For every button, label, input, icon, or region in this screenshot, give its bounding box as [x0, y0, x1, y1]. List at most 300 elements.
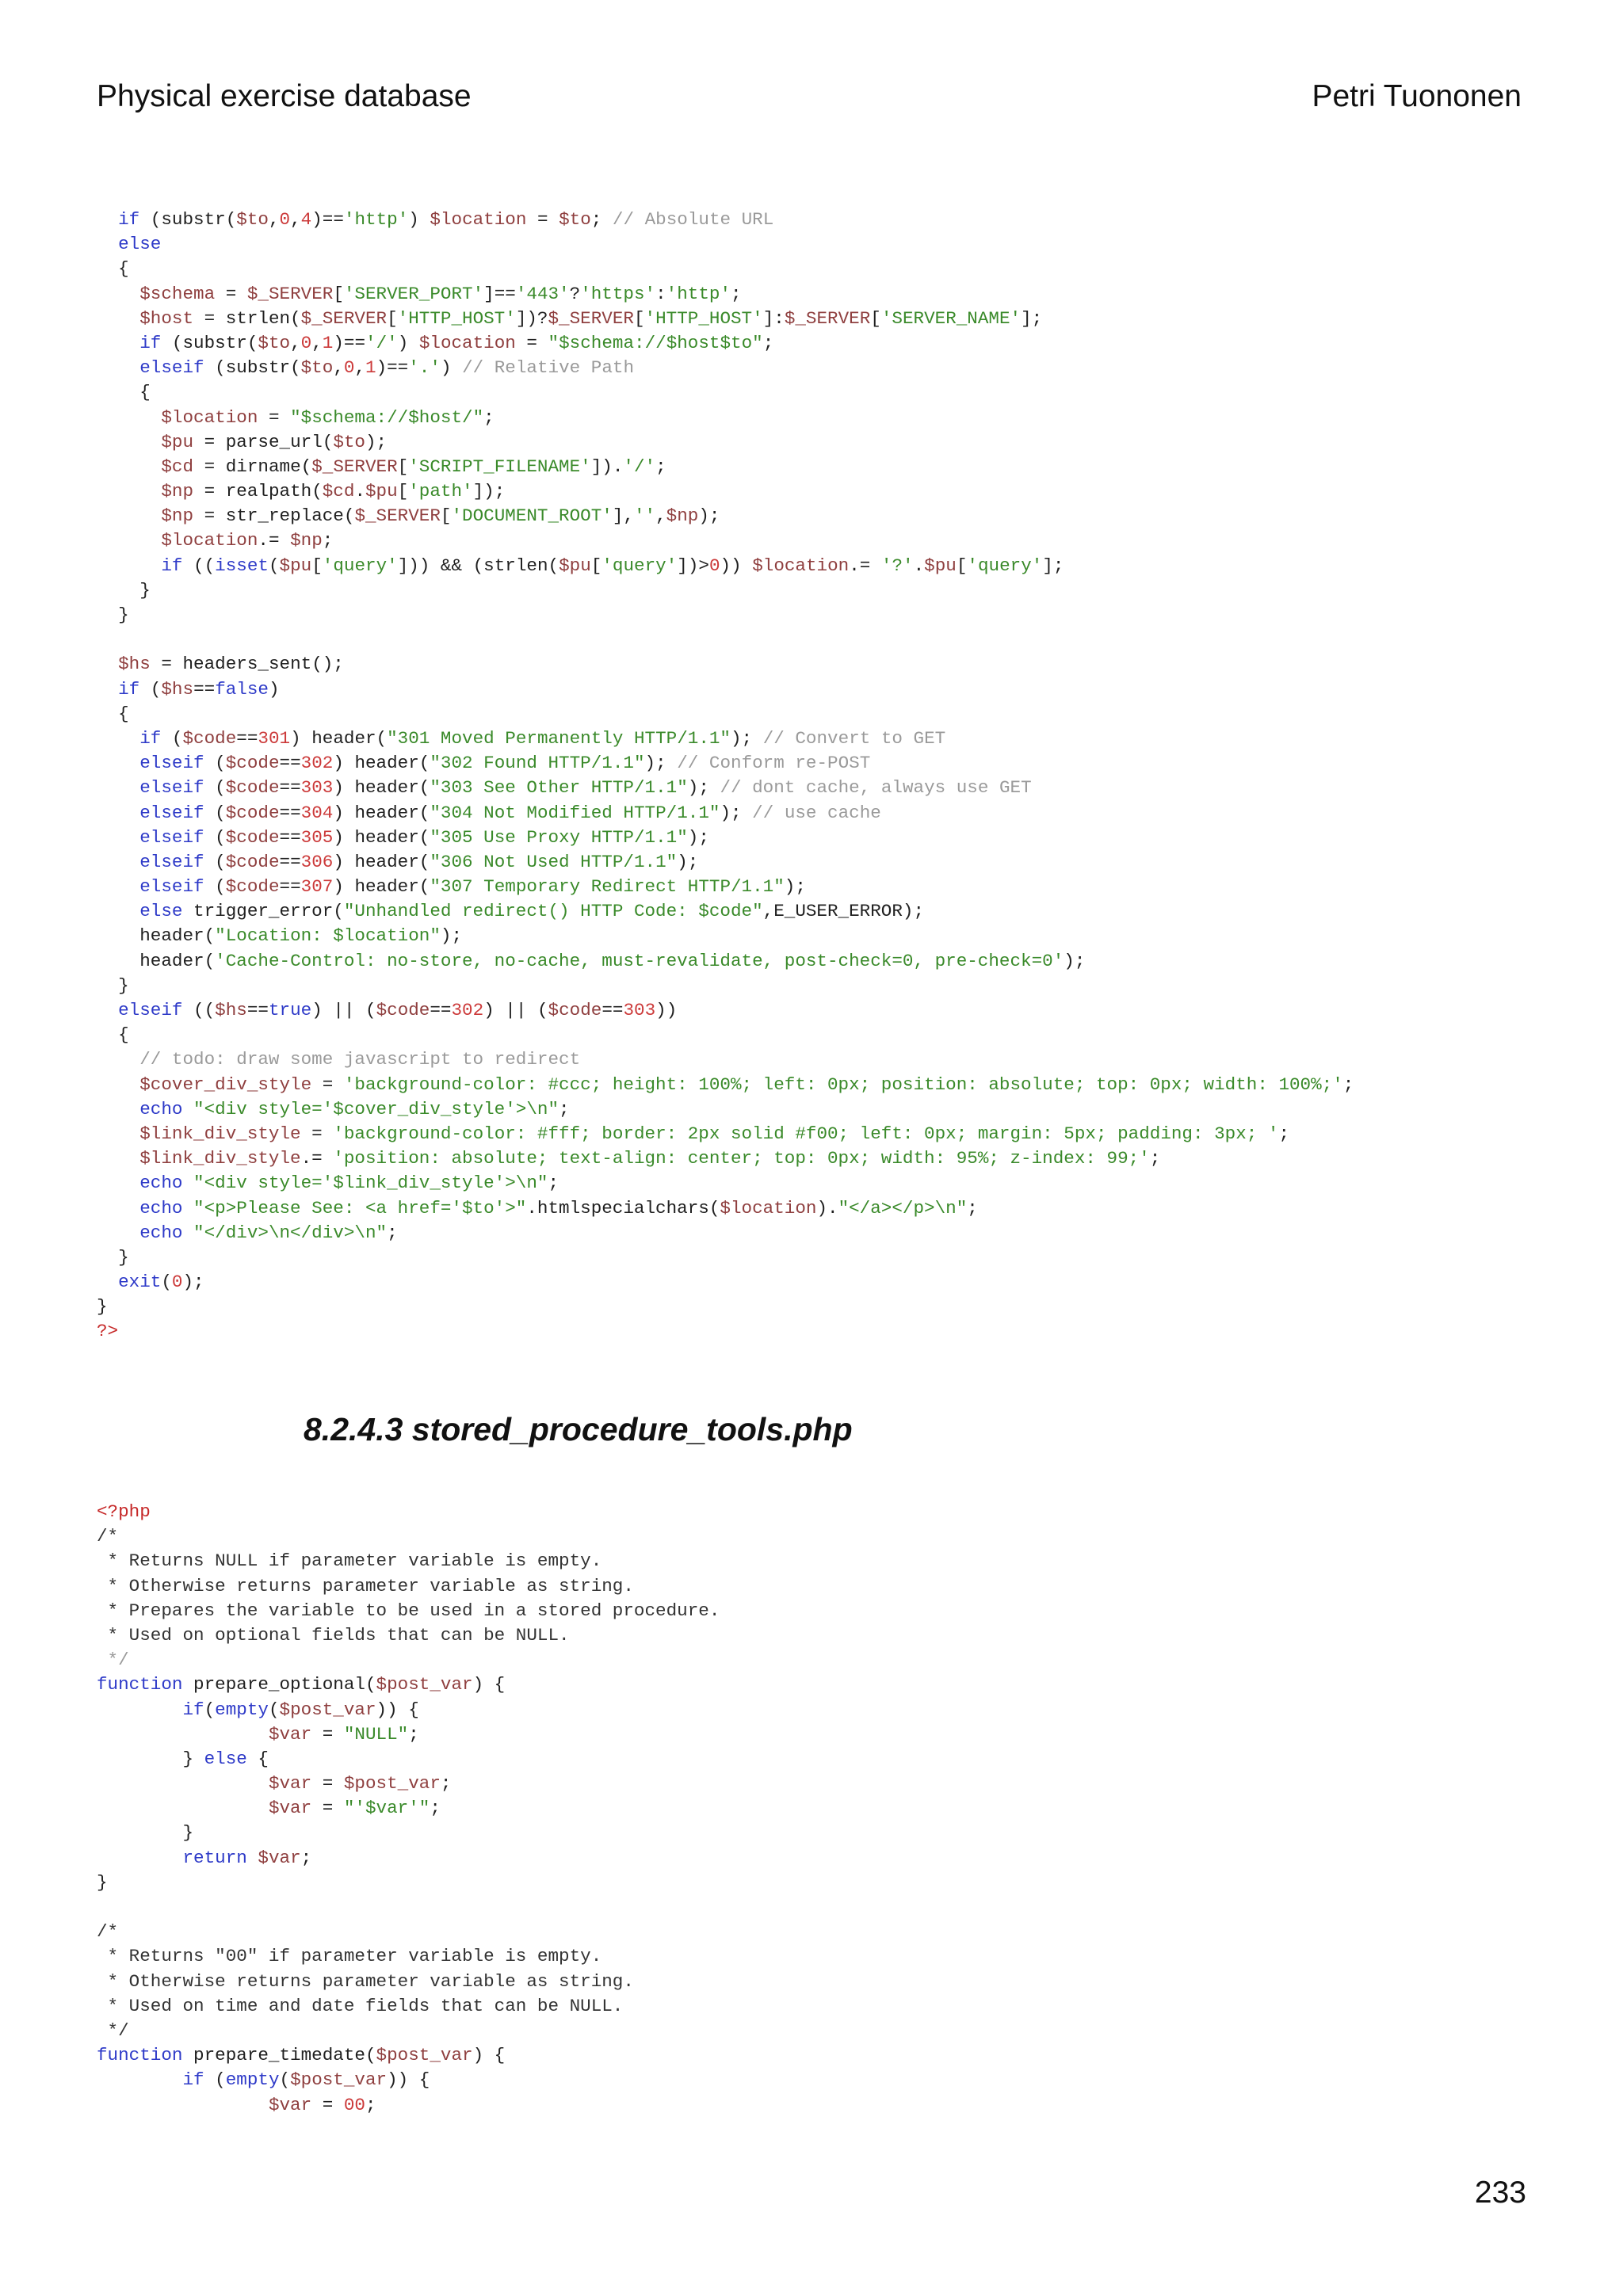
- code-token: $_SERVER: [548, 307, 634, 329]
- code-line: [97, 1772, 720, 1796]
- code-token: $_SERVER: [246, 283, 334, 304]
- code-token: [97, 1099, 139, 1119]
- code-token: "304 Not Modified HTTP/1.1": [430, 802, 720, 823]
- code-token: ;: [548, 1173, 559, 1194]
- code-token: [97, 679, 118, 700]
- code-token: ==: [279, 851, 301, 872]
- code-line: [97, 603, 1354, 627]
- code-token: [: [397, 456, 409, 477]
- code-token: 'http': [343, 209, 409, 230]
- code-token: $schema: [139, 283, 216, 304]
- code-token: 1: [322, 332, 334, 353]
- code-line: [97, 257, 1354, 281]
- code-token: $cd: [322, 481, 355, 502]
- code-token: ;: [300, 1847, 312, 1868]
- code-token: if: [182, 1699, 204, 1720]
- code-token: );: [687, 826, 709, 848]
- code-token: ];: [1042, 555, 1064, 576]
- code-token: $pu: [279, 555, 312, 576]
- code-token: );: [182, 1272, 204, 1293]
- code-token: [: [311, 555, 323, 576]
- code-token: $link_div_style: [139, 1148, 301, 1169]
- code-line: [97, 1146, 1354, 1171]
- code-token: );: [644, 753, 678, 774]
- code-token: ==: [193, 678, 216, 700]
- code-token: ) || (: [483, 1000, 548, 1020]
- code-token: // Relative Path: [462, 357, 634, 379]
- code-token: ==: [430, 1000, 452, 1020]
- code-line: [97, 1846, 720, 1871]
- code-token: );: [687, 777, 720, 799]
- code-token: [: [440, 505, 452, 527]
- code-token: (: [204, 2069, 226, 2091]
- code-token: ;: [655, 456, 666, 477]
- code-token: ) {: [472, 1674, 506, 1695]
- code-token: [97, 777, 139, 798]
- code-line: [97, 627, 1354, 652]
- code-token: ).: [816, 1197, 838, 1219]
- code-token: )==: [376, 357, 409, 379]
- code-line: [97, 1648, 720, 1672]
- code-token: echo: [139, 1197, 183, 1219]
- code-token: 'DOCUMENT_ROOT': [451, 505, 613, 527]
- code-token: "<div style='$cover_div_style'>\n": [193, 1098, 559, 1119]
- code-token: .: [913, 555, 925, 576]
- code-token: $post_var: [279, 1699, 376, 1720]
- code-line: [97, 850, 1354, 875]
- code-token: (: [279, 2069, 291, 2091]
- code-token: $np: [161, 505, 194, 527]
- code-token: ]:: [762, 307, 785, 329]
- code-token: ]).: [590, 456, 624, 477]
- code-token: ,: [290, 332, 301, 353]
- code-token: {: [97, 1024, 129, 1046]
- code-token: $to: [258, 332, 291, 353]
- code-line: [97, 1047, 1354, 1072]
- code-token: ,: [354, 357, 365, 379]
- code-token: =: [300, 1123, 334, 1144]
- code-token: [97, 852, 139, 872]
- code-token: [97, 432, 161, 452]
- code-line: [97, 479, 1354, 504]
- code-token: 1: [365, 357, 376, 379]
- code-token: ;: [483, 406, 495, 428]
- code-token: elseif: [139, 851, 204, 872]
- code-token: ;: [322, 530, 334, 551]
- code-token: [182, 1173, 193, 1193]
- code-token: ]==: [483, 283, 516, 304]
- code-line: [97, 1549, 720, 1573]
- code-token: .: [354, 481, 365, 502]
- code-token: [: [387, 307, 398, 329]
- code-token: $var: [268, 2094, 312, 2115]
- code-token: "303 See Other HTTP/1.1": [430, 777, 688, 799]
- code-token: "307 Temporary Redirect HTTP/1.1": [430, 876, 785, 898]
- code-token: 303: [300, 777, 334, 799]
- code-token: echo: [139, 1098, 183, 1119]
- code-line: [97, 1171, 1354, 1196]
- code-token: (: [268, 1699, 280, 1720]
- code-token: }: [97, 1822, 194, 1844]
- code-line: [97, 1574, 720, 1599]
- code-token: 302: [451, 1000, 484, 1020]
- code-token: $code: [225, 851, 280, 872]
- code-line: [97, 1970, 720, 1994]
- code-token: [: [633, 307, 645, 329]
- code-token: [97, 1049, 139, 1070]
- code-token: [97, 1699, 182, 1720]
- code-token: ) header(: [333, 826, 430, 848]
- code-line: [97, 875, 1354, 899]
- code-token: 'HTTP_HOST': [397, 307, 516, 329]
- code-token: (: [268, 555, 280, 576]
- code-token: "$schema://$host$to": [548, 332, 763, 353]
- code-token: header(: [97, 950, 216, 971]
- code-token: (: [161, 1272, 172, 1293]
- code-token: $np: [666, 505, 699, 527]
- code-token: $to: [300, 357, 334, 379]
- code-token: 'SERVER_PORT': [343, 283, 484, 304]
- code-token: "Unhandled redirect() HTTP Code: $code": [343, 901, 763, 922]
- code-token: =: [515, 332, 548, 353]
- code-token: ) header(: [333, 851, 430, 872]
- code-token: ;: [1278, 1123, 1290, 1144]
- code-line: [97, 1920, 720, 1944]
- code-token: ?>: [97, 1321, 119, 1342]
- code-token: [97, 803, 139, 823]
- code-token: // Conform re-POST: [677, 753, 871, 774]
- code-token: $location: [161, 406, 258, 428]
- code-line: [97, 504, 1354, 528]
- code-line: [97, 702, 1354, 727]
- code-token: ]);: [472, 481, 506, 502]
- code-token: "$schema://$host/": [290, 406, 484, 428]
- code-token: ): [408, 209, 430, 230]
- code-token: $_SERVER: [354, 505, 441, 527]
- code-token: "306 Not Used HTTP/1.1": [430, 851, 678, 872]
- code-token: // Absolute URL: [612, 209, 774, 230]
- code-token: $location: [161, 530, 258, 551]
- code-token: [97, 357, 139, 378]
- code-token: $np: [161, 481, 194, 502]
- code-token: $np: [290, 530, 323, 551]
- code-token: )) {: [387, 2069, 430, 2091]
- code-token: if: [139, 332, 162, 353]
- code-token: ;: [590, 209, 613, 230]
- code-token: 'http': [666, 283, 731, 304]
- code-token: trigger_error(: [182, 901, 344, 922]
- code-token: {: [97, 703, 129, 724]
- code-line: [97, 232, 1354, 257]
- code-token: prepare_timedate(: [182, 2045, 376, 2066]
- code-token: [97, 1123, 139, 1144]
- code-token: );: [731, 727, 763, 749]
- code-line: [97, 924, 1354, 948]
- code-token: 0: [708, 555, 720, 576]
- code-token: ) header(: [333, 753, 430, 774]
- code-token: 0: [279, 209, 291, 230]
- code-token: )): [655, 1000, 678, 1020]
- code-line: [97, 826, 1354, 850]
- code-token: [97, 1000, 118, 1020]
- code-token: ) {: [472, 2045, 506, 2066]
- code-token: =: [311, 1773, 344, 1794]
- code-token: // todo: draw some javascript to redirect: [139, 1049, 581, 1070]
- code-token: ==: [279, 802, 301, 823]
- code-line: [97, 751, 1354, 776]
- code-token: */: [97, 2019, 129, 2041]
- code-token: $pu: [924, 555, 957, 576]
- code-line: [97, 1122, 1354, 1146]
- code-token: $code: [225, 802, 280, 823]
- code-token: // use cache: [752, 802, 881, 823]
- code-token: ) header(: [290, 727, 388, 749]
- code-token: ): [440, 357, 463, 379]
- code-token: =: [526, 209, 559, 230]
- code-line: [97, 1023, 1354, 1047]
- code-token: 0: [171, 1272, 183, 1293]
- code-token: [97, 1222, 139, 1243]
- code-token: ) header(: [333, 777, 430, 799]
- code-line: [97, 1270, 1354, 1295]
- code-token: ==: [279, 876, 301, 898]
- code-token: (: [204, 777, 226, 799]
- code-token: empty: [215, 1699, 269, 1720]
- code-token: 306: [300, 851, 334, 872]
- code-token: $location: [720, 1197, 817, 1219]
- code-token: /*: [97, 1921, 119, 1943]
- code-token: 'SERVER_NAME': [880, 307, 1022, 329]
- code-token: 303: [623, 1000, 656, 1020]
- code-token: $_SERVER: [784, 307, 871, 329]
- code-line: [97, 727, 1354, 751]
- code-token: ==: [601, 1000, 624, 1020]
- code-token: ])) && (strlen(: [397, 555, 559, 576]
- code-token: elseif: [139, 876, 204, 898]
- code-token: /*: [97, 1526, 119, 1547]
- code-line: [97, 1524, 720, 1549]
- code-token: ?: [569, 283, 581, 304]
- code-token: * Returns "00" if parameter variable is empty.: [97, 1946, 602, 1967]
- code-token: 0: [343, 357, 355, 379]
- code-line: [97, 406, 1354, 430]
- code-token: .=: [258, 530, 291, 551]
- code-token: [: [397, 481, 409, 502]
- code-token: $_SERVER: [311, 456, 398, 477]
- code-token: "</div>\n</div>\n": [193, 1222, 388, 1243]
- code-token: ,: [290, 209, 301, 230]
- code-token: ];: [1021, 307, 1043, 329]
- code-token: =: [215, 283, 247, 304]
- code-token: '/': [623, 456, 656, 477]
- code-token: empty: [225, 2069, 280, 2091]
- code-token: else: [204, 1748, 247, 1769]
- code-token: [97, 1148, 139, 1169]
- code-token: [97, 1798, 269, 1818]
- code-token: ==: [236, 727, 258, 749]
- code-token: .=: [849, 555, 881, 576]
- code-token: [182, 1222, 193, 1243]
- code-token: ])?: [515, 307, 548, 329]
- code-token: ,: [655, 505, 666, 527]
- code-token: ;: [430, 1798, 441, 1819]
- code-token: $pu: [365, 481, 398, 502]
- code-line: [97, 1994, 720, 2019]
- code-line: [97, 2019, 720, 2043]
- code-token: 'query': [322, 555, 398, 576]
- code-line: [97, 652, 1354, 677]
- code-token: $to: [333, 431, 365, 452]
- code-token: 'SCRIPT_FILENAME': [408, 456, 591, 477]
- code-line: [97, 776, 1354, 800]
- code-token: 305: [300, 826, 334, 848]
- code-line: [97, 1295, 1354, 1319]
- code-line: [97, 307, 1354, 331]
- code-token: [97, 1173, 139, 1193]
- code-line: [97, 974, 1354, 998]
- code-token: '443': [515, 283, 570, 304]
- code-token: ,: [268, 209, 280, 230]
- code-token: $var: [268, 1773, 312, 1794]
- code-token: elseif: [139, 826, 204, 848]
- code-token: $link_div_style: [139, 1123, 301, 1144]
- code-token: $location: [752, 555, 850, 576]
- code-token: [97, 308, 139, 329]
- code-token: elseif: [139, 357, 204, 379]
- code-token: $var: [268, 1723, 312, 1745]
- code-listing-redirect: [97, 208, 1354, 1344]
- code-token: $post_var: [290, 2069, 388, 2091]
- code-token: .htmlspecialchars(: [526, 1197, 720, 1219]
- code-token: * Otherwise returns parameter variable as string.: [97, 1575, 634, 1596]
- code-token: elseif: [139, 777, 204, 799]
- code-token: */: [97, 1650, 129, 1671]
- code-token: "302 Found HTTP/1.1": [430, 753, 645, 774]
- code-line: [97, 949, 1354, 974]
- code-token: ],: [612, 505, 634, 527]
- code-token: = realpath(: [193, 481, 323, 502]
- code-token: [97, 505, 161, 526]
- code-line: [97, 1599, 720, 1623]
- code-token: (: [161, 727, 183, 749]
- code-token: [97, 2069, 182, 2090]
- code-token: );: [1064, 950, 1086, 971]
- code-token: $post_var: [376, 1674, 473, 1695]
- code-token: 'Cache-Control: no-store, no-cache, must-revalidate, post-check=0, pre-check=0': [215, 950, 1064, 971]
- code-token: if: [118, 209, 140, 230]
- code-token: = dirname(: [193, 456, 312, 477]
- code-line: [97, 1895, 720, 1920]
- code-token: ((: [182, 1000, 216, 1020]
- code-token: 'position: absolute; text-align: center; top: 0px; width: 95%; z-index: 99;': [333, 1148, 1150, 1169]
- code-token: );: [677, 851, 699, 872]
- code-token: false: [215, 678, 269, 700]
- code-token: * Used on optional fields that can be NULL.: [97, 1624, 570, 1646]
- code-token: ;: [387, 1222, 398, 1243]
- code-line: [97, 380, 1354, 405]
- code-token: elseif: [118, 1000, 183, 1020]
- code-token: 'path': [408, 481, 473, 502]
- code-token: * Used on time and date fields that can be NULL.: [97, 1995, 624, 2016]
- code-line: [97, 1722, 720, 1747]
- code-token: = str_replace(: [193, 505, 355, 527]
- code-token: [97, 407, 161, 428]
- code-token: $code: [225, 753, 280, 774]
- code-token: (: [204, 802, 226, 823]
- code-line: [97, 998, 1354, 1023]
- code-token: {: [246, 1748, 269, 1769]
- code-token: header(: [97, 925, 216, 947]
- code-token: * Returns NULL if parameter variable is empty.: [97, 1550, 602, 1572]
- code-token: [97, 827, 139, 848]
- code-token: true: [268, 1000, 312, 1020]
- code-token: =: [311, 1723, 344, 1745]
- code-token: 'HTTP_HOST': [644, 307, 763, 329]
- code-token: $cover_div_style: [139, 1074, 312, 1095]
- code-token: $code: [376, 1000, 430, 1020]
- code-listing-stored-procedure-tools: [97, 1500, 720, 2118]
- code-token: $post_var: [343, 1773, 441, 1794]
- code-token: );: [720, 802, 753, 823]
- code-token: ;: [408, 1723, 419, 1745]
- code-token: [: [333, 283, 344, 304]
- code-line: [97, 528, 1354, 553]
- code-token: [97, 456, 161, 477]
- code-token: prepare_optional(: [182, 1674, 376, 1695]
- code-token: }: [97, 579, 151, 601]
- code-token: $host: [139, 307, 194, 329]
- code-token: <?php: [97, 1501, 151, 1522]
- code-token: * Prepares the variable to be used in a stored procedure.: [97, 1600, 720, 1621]
- code-token: (: [204, 851, 226, 872]
- code-token: }: [97, 1246, 129, 1268]
- code-token: isset: [215, 555, 269, 576]
- code-token: ==: [279, 826, 301, 848]
- code-token: $var: [258, 1847, 301, 1868]
- code-token: if: [139, 727, 162, 749]
- code-line: [97, 1821, 720, 1845]
- code-token: if: [161, 555, 183, 576]
- code-token: ==: [279, 753, 301, 774]
- code-token: "'$var'": [343, 1798, 430, 1819]
- code-token: [97, 333, 139, 353]
- code-token: [97, 2095, 269, 2115]
- code-token: $cd: [161, 456, 194, 477]
- code-token: (substr(: [204, 357, 301, 379]
- code-token: ])>: [677, 555, 709, 576]
- code-line: [97, 356, 1354, 380]
- code-token: (: [204, 1699, 216, 1720]
- code-token: [97, 1848, 182, 1868]
- code-token: 00: [343, 2094, 365, 2115]
- code-token: {: [97, 258, 129, 280]
- code-token: 'background-color: #fff; border: 2px solid #f00; left: 0px; margin: 5px; padding: 3px; ': [333, 1123, 1279, 1144]
- code-line: [97, 2093, 720, 2118]
- code-token: ;: [365, 2094, 376, 2115]
- code-token: * Otherwise returns parameter variable as string.: [97, 1970, 634, 1992]
- section-heading: 8.2.4.3 stored_procedure_tools.php: [304, 1411, 853, 1447]
- code-token: if: [118, 678, 140, 700]
- code-token: ;: [559, 1098, 570, 1119]
- code-token: $to: [559, 209, 591, 230]
- code-token: // Convert to GET: [762, 727, 946, 749]
- code-token: $code: [182, 727, 237, 749]
- code-token: [97, 728, 139, 749]
- code-token: 301: [258, 727, 291, 749]
- code-token: (substr(: [139, 209, 237, 230]
- code-line: [97, 455, 1354, 479]
- code-token: = headers_sent();: [150, 654, 344, 675]
